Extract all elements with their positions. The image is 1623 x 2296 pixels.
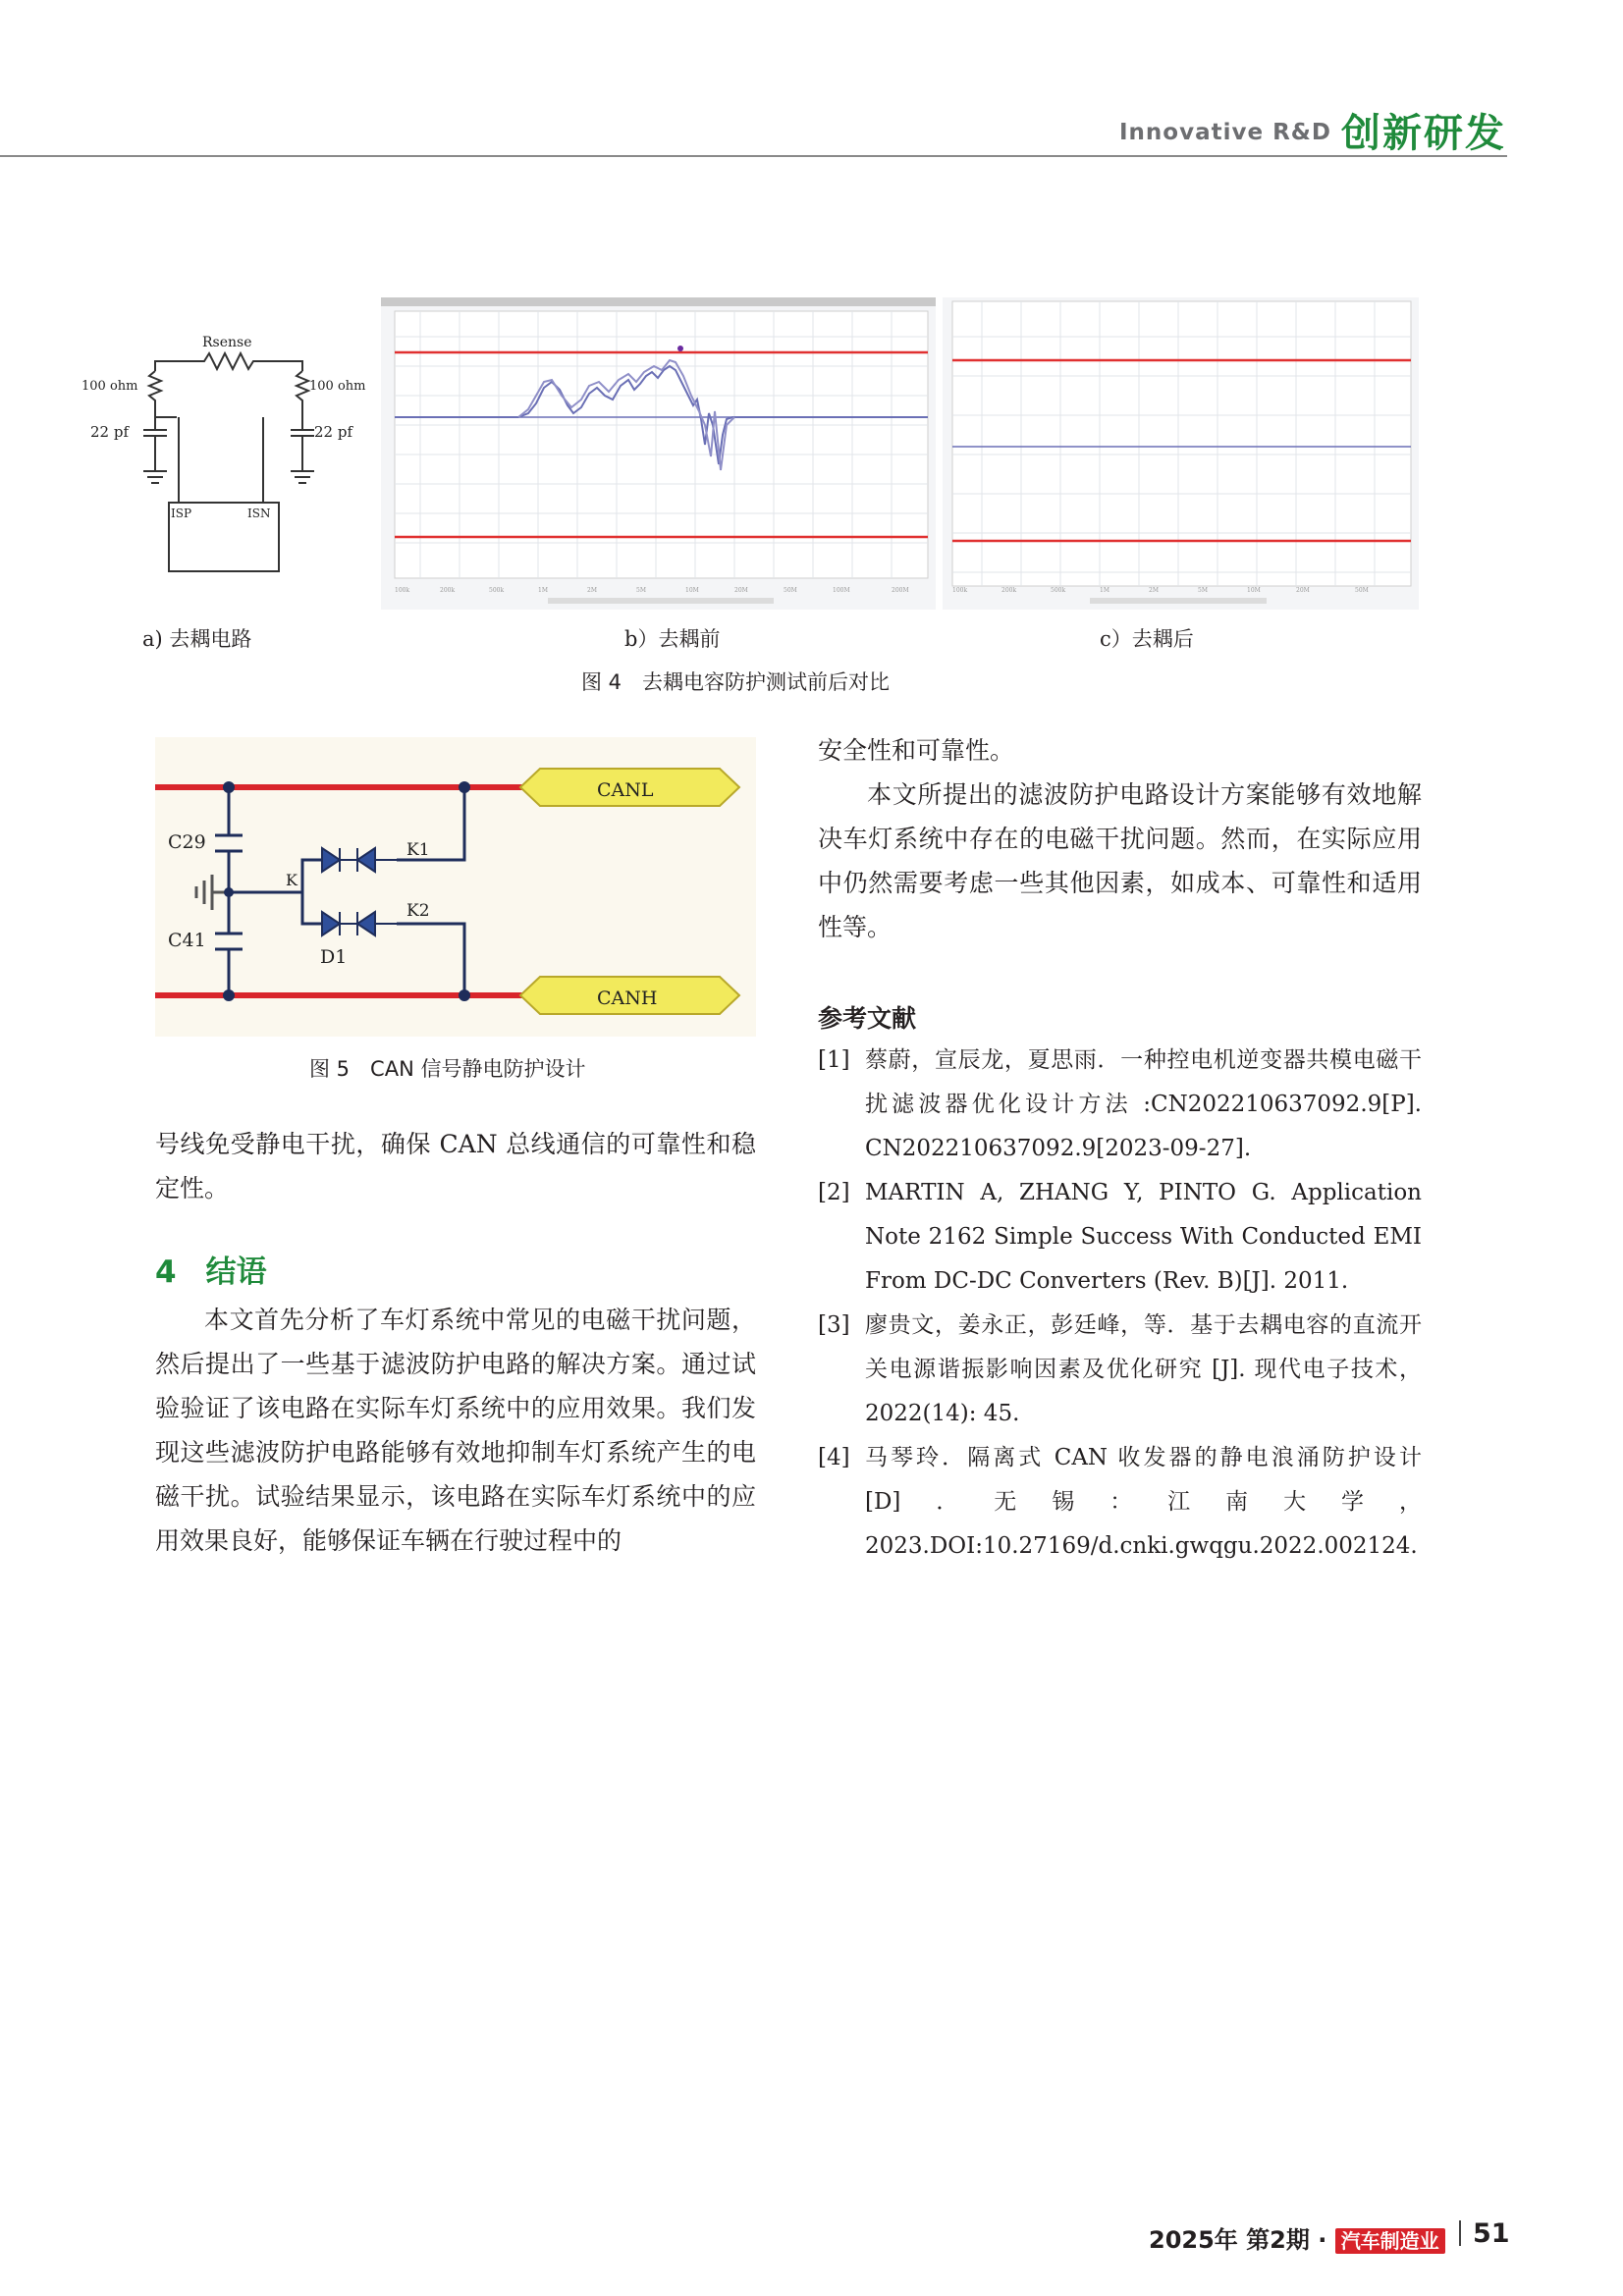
svg-text:100k: 100k [395, 587, 410, 594]
c41-label: C41 [168, 930, 206, 951]
svg-text:5M: 5M [636, 587, 646, 594]
svg-text:50M: 50M [784, 587, 797, 594]
right-continued-paragraph: 安全性和可靠性。 [818, 736, 1015, 765]
canh-label: CANH [597, 988, 658, 1009]
svg-text:1M: 1M [538, 587, 548, 594]
figure4-caption: 图 4 去耦电容防护测试前后对比 [581, 670, 891, 694]
reference-item [818, 1039, 1422, 1171]
d1-label: D1 [320, 946, 348, 968]
svg-text:1M: 1M [1100, 587, 1109, 594]
footer-issue-text: 2025年 第2期 · [1149, 2226, 1327, 2254]
left-continued-paragraph: 号线免受静电干扰，确保 CAN 总线通信的可靠性和稳定性。 [155, 1130, 756, 1202]
reference-text: MARTIN A, ZHANG Y, PINTO G. Application Note 2162 Simple Success With Conducted EMI From DC-DC Converters (Rev. B)[J]. 2011. [865, 1180, 1422, 1294]
r-left-label: 100 ohm [81, 379, 138, 394]
figure4-subcaption-a: a) 去耦电路 [142, 627, 252, 651]
section-4-heading [155, 1247, 267, 1291]
reference-item [818, 1171, 1422, 1304]
figure5-caption: 图 5 CAN 信号静电防护设计 [309, 1057, 586, 1081]
figure4-subcaption-c: c）去耦后 [1100, 627, 1194, 651]
reference-number: [3] [818, 1312, 850, 1338]
right-paragraph: 本文所提出的滤波防护电路设计方案能够有效地解决车灯系统中存在的电磁干扰问题。然而，在实际应用中仍然需要考虑一些其他因素，如成本、可靠性和适用性等。 [818, 780, 1422, 941]
svg-text:20M: 20M [1296, 587, 1310, 594]
reference-number: [1] [818, 1047, 850, 1073]
svg-text:10M: 10M [685, 587, 699, 594]
rsense-label: Rsense [202, 335, 252, 350]
conclusion-paragraph: 本文首先分析了车灯系统中常见的电磁干扰问题，然后提出了一些基于滤波防护电路的解决方案。通过试验验证了该电路在实际车灯系统中的应用效果。我们发现这些滤波防护电路能够有效地抑制车灯系统产生的电磁干扰。试验结果显示，该电路在实际车灯系统中的应用效果良好，能够保证车辆在行驶过程中的 [155, 1306, 756, 1555]
svg-text:500k: 500k [1051, 587, 1066, 594]
svg-text:10M: 10M [1247, 587, 1261, 594]
reference-text: 马琴玲．隔离式 CAN 收发器的静电浪涌防护设计 [D]．无锡：江南大学，2023.DOI:10.27169/d.cnki.gwqgu.2022.002124. [865, 1445, 1422, 1559]
svg-text:200M: 200M [892, 587, 909, 594]
footer-separator [1459, 2220, 1461, 2246]
k2-label: K2 [406, 901, 430, 921]
k1-label: K1 [406, 840, 430, 860]
c-right-label: 22 pf [314, 423, 353, 441]
magazine-logo: 汽车制造业 [1335, 2228, 1445, 2254]
plot-before-decoupling [381, 297, 936, 610]
figure4-subcaption-b: b）去耦前 [624, 627, 721, 651]
svg-text:20M: 20M [734, 587, 748, 594]
reference-number: [4] [818, 1445, 850, 1470]
can-esd-schematic [155, 737, 756, 1037]
decoupling-circuit-diagram [79, 324, 373, 589]
svg-text:5M: 5M [1198, 587, 1208, 594]
svg-text:200k: 200k [440, 587, 456, 594]
svg-text:500k: 500k [489, 587, 505, 594]
reference-number: [2] [818, 1180, 850, 1205]
svg-text:200k: 200k [1001, 587, 1017, 594]
page-number: 51 [1473, 2218, 1510, 2249]
header-section-en: Innovative R&D [1119, 120, 1331, 145]
plot-after-decoupling [943, 297, 1419, 610]
header-section-cn: 创新研发 [1341, 111, 1506, 156]
isn-pin-label: ISN [247, 507, 271, 520]
svg-text:2M: 2M [587, 587, 597, 594]
header-rule [0, 155, 1507, 157]
reference-text: 蔡蔚，宣辰龙，夏思雨．一种控电机逆变器共模电磁干扰滤波器优化设计方法 :CN202210637092.9[P]. CN202210637092.9[2023-09-27]. [865, 1047, 1422, 1161]
section-4-title: 结语 [205, 1255, 267, 1290]
reference-item [818, 1304, 1422, 1436]
isp-pin-label: ISP [171, 507, 192, 520]
svg-text:50M: 50M [1355, 587, 1369, 594]
c-left-label: 22 pf [90, 423, 130, 441]
svg-text:2M: 2M [1149, 587, 1159, 594]
k-label: K [286, 871, 298, 889]
canl-label: CANL [597, 779, 654, 801]
reference-text: 廖贵文，姜永正，彭廷峰，等．基于去耦电容的直流开关电源谐振影响因素及优化研究 [J]. 现代电子技术，2022(14): 45. [865, 1312, 1422, 1426]
section-4-number: 4 [155, 1255, 177, 1290]
footer-issue [1149, 2220, 1445, 2255]
svg-text:100k: 100k [952, 587, 968, 594]
r-right-label: 100 ohm [309, 379, 366, 394]
svg-text:100M: 100M [833, 587, 850, 594]
c29-label: C29 [168, 831, 206, 853]
references-heading: 参考文献 [818, 1004, 917, 1033]
reference-item [818, 1436, 1422, 1569]
